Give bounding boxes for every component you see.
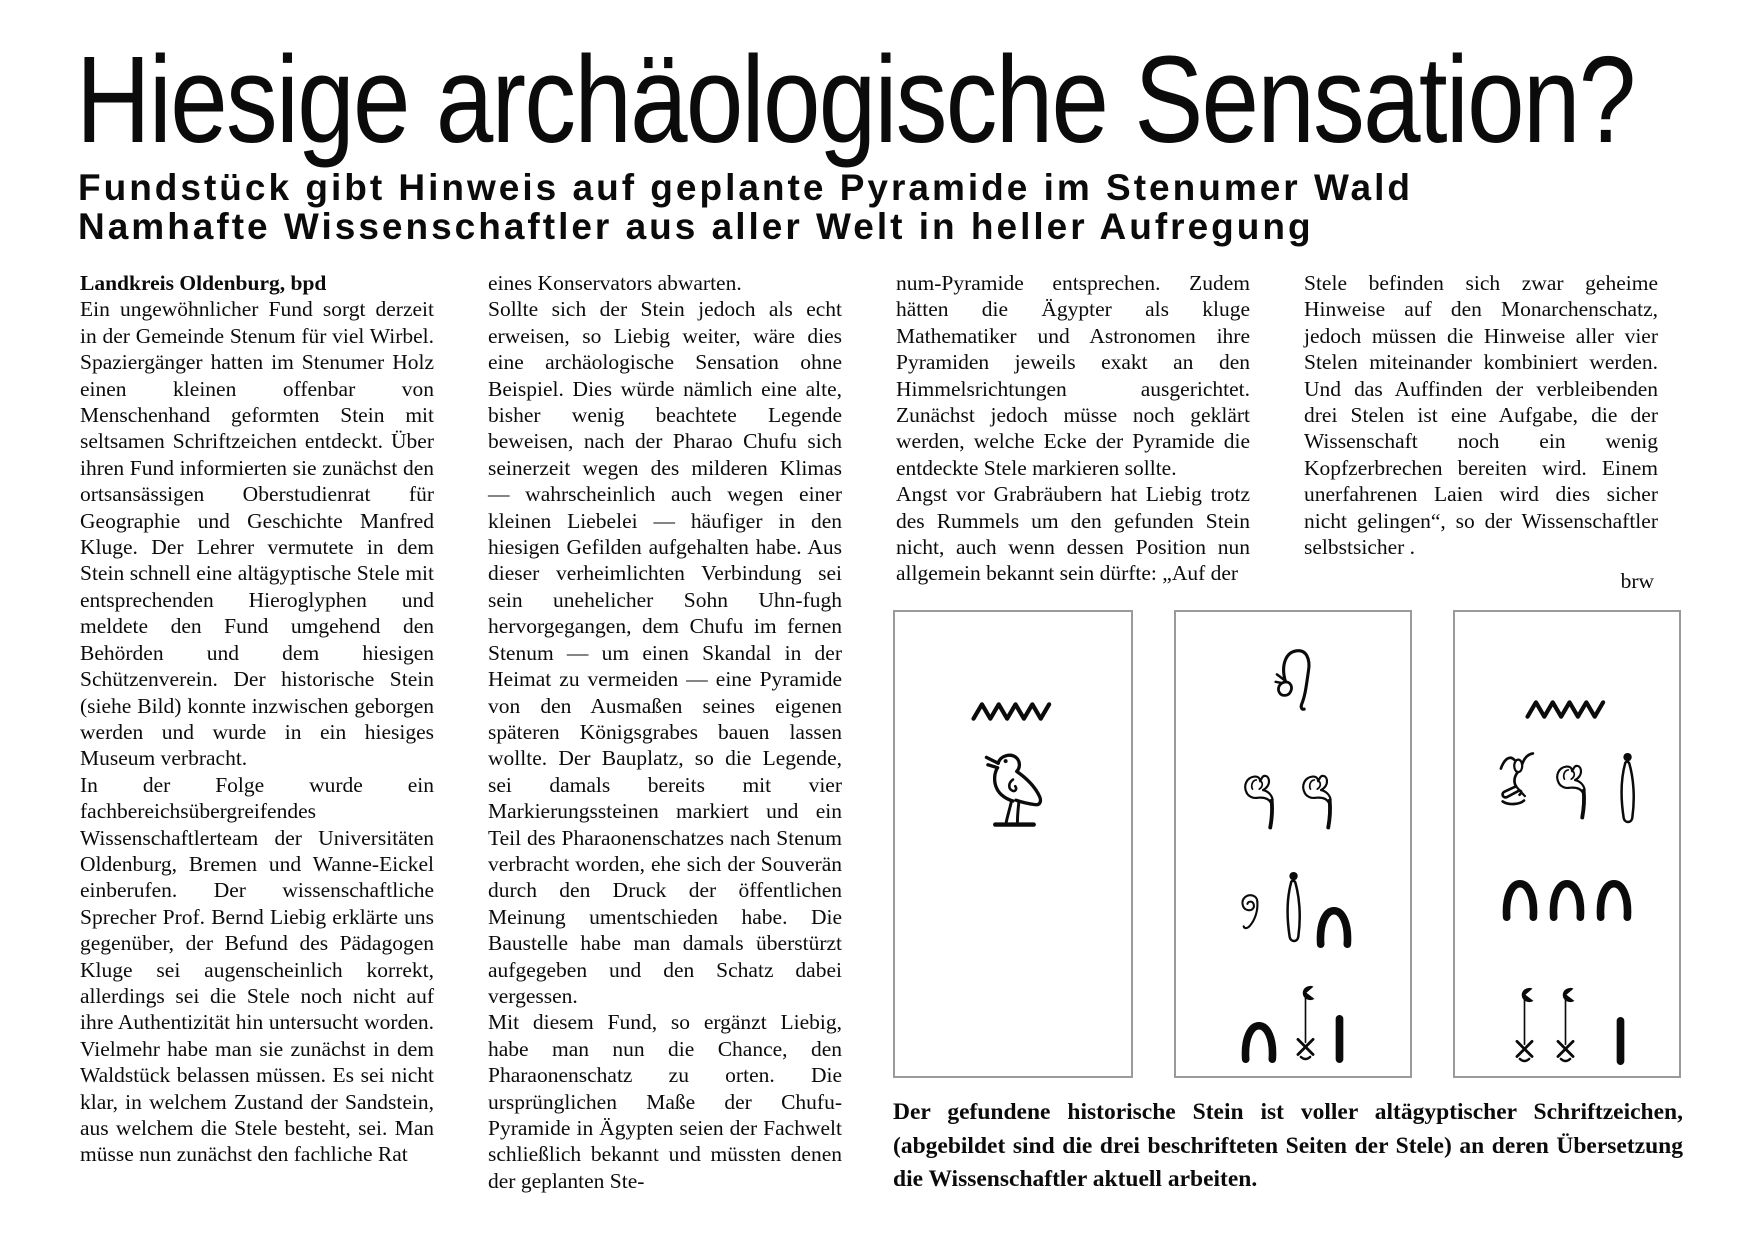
headline: Hiesige archäologische Sensation? [76,32,1635,169]
water-ripple-icon [1525,698,1609,720]
paragraph: num-Pyramide entsprechen. Zudem hätten die Ägypter als kluge Mathematiker und Astronomen ihre Pyramiden jeweils exakt an den Himmelsrichtungen ausgerichtet. Zunächst jedoch müsse noch geklärt werden, welche Ecke der Pyramide die entdeckte Stele markieren sollte. [896,271,1250,480]
headline-wrap [76,32,1754,169]
stroke-icon [1614,1017,1627,1065]
quail-chick-icon [976,750,1050,846]
paragraph: Sollte sich der Stein jedoch als echt erweisen, so Liebig weiter, wäre dies eine archäologische Sensation ohne Beispiel. Dies würde nämlich eine alte, bisher wenig beachtete Legende beweisen, nach der Pharao Chufu sich seinerzeit wegen des milderen Klimas — wahrscheinlich auch wegen einer kleinen Liebelei — häufiger in den hiesigen Gefilden aufgehalten habe. Aus dieser verheimlichten Verbindung sei sein unehelicher Sohn Uhn-fugh hervorgegangen, dem Chufu im fernen Stenum — um einen Skandal in der Heimat zu vermeiden — eine Pyramide von den Ausmaßen seines eigenen späteren Königsgrabes bauen lassen wollte. Der Bauplatz, so die Legende, sei damals bereits mit vier Markierungssteinen markiert und ein Teil des Pharaonenschatzes nach Stenum verbracht worden, ehe sich der Souverän durch den Druck der öffentlichen Meinung umentschieden habe. Die Baustelle habe man damals überstürzt aufgegeben und den Schatz dabei vergessen. [488,297,842,1008]
paragraph: Mit diesem Fund, so ergänzt Liebig, habe man nun die Chance, den Pharaonenschatz zu orten. Die ursprünglichen Maße der Chufu-Pyramide in Ägypten seien der Fachwelt schließlich bekannt und müssten denen der geplanten Ste- [488,1010,842,1193]
arch-icon [1315,900,1353,948]
glyph-row [1501,873,1633,921]
arrow-axe-icon [1549,981,1582,1065]
glyph-row [1240,979,1346,1063]
paragraph: eines Konservators abwarten. [488,271,742,295]
water-ripple-icon [971,700,1055,722]
stele-side-1 [893,610,1133,1078]
figure-caption: Der gefundene historische Stein ist voller altägyptischer Schriftzeichen, (abgebildet sind die drei beschrifteten Seiten der Stele) an deren Übersetzung die Wissenschaftler aktuell arbeiten. [893,1099,1683,1192]
paragraph: In der Folge wurde ein fachbereichsübergreifendes Wissenschaftlerteam der Universitäten Oldenburg, Bremen und Wanne-Eickel einberufen. Der wissenschaftliche Sprecher Prof. Bernd Liebig erklärte uns gegenüber, der Befund des Pädagogen Kluge sei augenscheinlich korrekt, allerdings sei die Stele noch nicht auf ihre Authentizität hin untersucht worden. Vielmehr habe man sie zunächst in dem Waldstück belassen müssen. Es sei nicht klar, in welchem Zustand der Sandstein, aus welchem die Stele besteht, sei. Man müsse nun zunächst den fachliche Rat [80,772,434,1167]
subhead [78,168,1413,246]
arch-icon [1240,1015,1278,1063]
subhead-line-1: Fundstück gibt Hinweis auf geplante Pyramide im Stenumer Wald [78,167,1413,208]
leaf-icon [1613,751,1641,829]
glyph-row [1525,698,1609,720]
hand-icon [1240,754,1288,839]
paragraph: Angst vor Grabräubern hat Liebig trotz des Rummels um den gefunden Stein nicht, auch wenn dessen Position nun allgemein bekannt sein dürfte: „Auf der [896,482,1250,586]
dateline: Landkreis Oldenburg, bpd [80,271,327,295]
arch-icon [1548,873,1586,921]
paragraph: Stele befinden sich zwar geheime Hinweise auf den Monarchenschatz, jedoch müssen die Hinweise aller vier Stelen miteinander kombiniert werden. Und das Auffinden der verbleibenden drei Stelen ist eine Aufgabe, die der Wissenschaft noch ein wenig Kopfzerbrechen bereiten wird. Einem unerfahrenen Laien wird dies sicher nicht gelingen“, so der Wissenschaftler selbstsicher . [1304,271,1658,560]
stroke-icon [1333,1015,1346,1063]
rope-coil-icon [1262,642,1324,724]
arrow-axe-icon [1289,979,1322,1063]
glyph-row [1233,870,1353,948]
arrow-axe-icon [1508,981,1541,1065]
arch-icon [1501,873,1539,921]
arch-icon [1595,873,1633,921]
glyph-row [976,750,1050,846]
leaf-icon [1279,870,1307,948]
byline: brw [1620,569,1654,594]
man-arms-up-icon [1493,749,1539,829]
hand-icon [1552,744,1600,829]
hand-icon [1298,754,1346,839]
spiral-icon [1233,890,1271,948]
glyph-row [971,700,1055,722]
stele-side-2 [1174,610,1412,1078]
subhead-line-2: Namhafte Wissenschaftler aus aller Welt in heller Aufregung [78,206,1314,247]
column-2 [488,270,842,1194]
glyph-row [1240,754,1346,839]
column-4 [1304,270,1658,595]
glyph-row [1262,642,1324,724]
column-3 [896,270,1250,587]
glyph-row [1493,744,1641,829]
column-1 [80,270,434,1168]
paragraph: Ein ungewöhnlicher Fund sorgt derzeit in der Gemeinde Stenum für viel Wirbel. Spaziergänger hatten im Stenumer Holz einen kleinen offenbar von Menschenhand geformten Stein mit seltsamen Schriftzeichen entdeckt. Über ihren Fund informierten sie zunächst den ortsansässigen Oberstudienrat für Geographie und Geschichte Manfred Kluge. Der Lehrer vermutete in dem Stein schnell eine altägyptische Stele mit entsprechenden Hieroglyphen und meldete den Fund umgehend den Behörden und dem hiesigen Schützenverein. Der historische Stein (siehe Bild) konnte inzwischen geborgen werden und wurde in ein hiesiges Museum verbracht. [80,297,434,771]
stele-side-3 [1453,610,1681,1078]
glyph-row [1508,981,1627,1065]
